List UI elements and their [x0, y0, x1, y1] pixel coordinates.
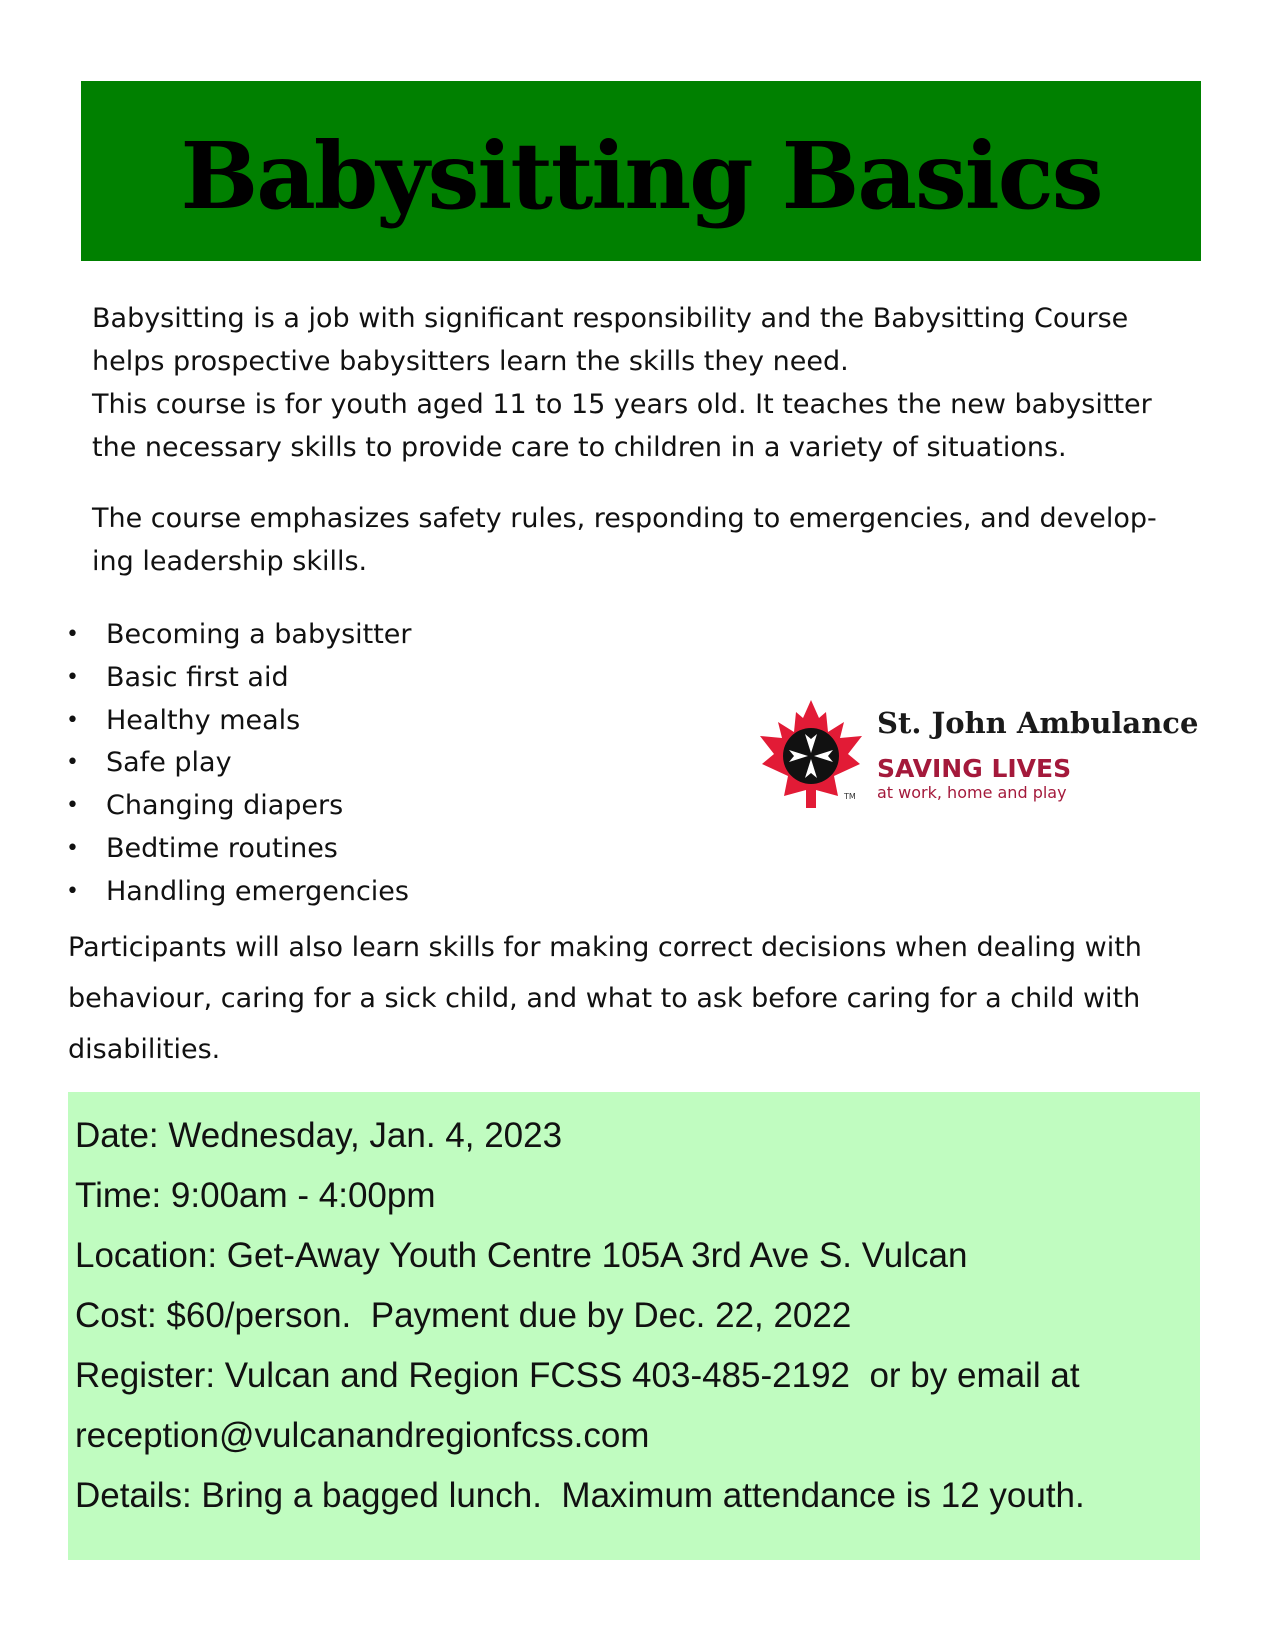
detail-time: Time: 9:00am - 4:00pm	[75, 1176, 436, 1215]
topic-item: • Handling emergencies	[66, 871, 412, 914]
logo-name: St. John Ambulance	[877, 706, 1199, 740]
st-john-ambulance-logo	[756, 698, 1199, 808]
intro-paragraph-1: Babysitting is a job with significant responsibility and the Babysitting Course helps prospective babysitters learn the skills they need.	[92, 303, 1129, 377]
logo-subtagline: at work, home and play	[877, 783, 1067, 802]
intro-paragraph-3-line-2: ing leadership skills.	[92, 546, 368, 577]
logo-tagline: SAVING LIVES	[877, 754, 1072, 783]
topic-item: • Healthy meals	[66, 700, 412, 743]
topic-item: • Changing diapers	[66, 785, 412, 828]
topic-item: • Basic first aid	[66, 657, 412, 700]
detail-register: Register: Vulcan and Region FCSS 403-485-2192 or by email at	[75, 1356, 1080, 1395]
title-banner	[81, 81, 1201, 261]
detail-location: Location: Get-Away Youth Centre 105A 3rd Ave S. Vulcan	[75, 1236, 968, 1275]
details-box	[68, 1092, 1200, 1560]
intro-paragraph-3	[92, 497, 1202, 583]
trademark-mark: TM	[844, 792, 856, 801]
topic-item: • Bedtime routines	[66, 828, 412, 871]
intro-paragraph-3-line-1: The course emphasizes safety rules, responding to emergencies, and develop-	[92, 503, 1157, 534]
detail-cost: Cost: $60/person. Payment due by Dec. 22, 2022	[75, 1296, 852, 1335]
page-title: Babysitting Basics	[180, 122, 1102, 230]
detail-register-email: reception@vulcanandregionfcss.com	[75, 1416, 650, 1455]
intro-section	[92, 297, 1202, 583]
detail-date: Date: Wednesday, Jan. 4, 2023	[75, 1116, 563, 1155]
detail-extra: Details: Bring a bagged lunch. Maximum attendance is 12 youth.	[75, 1476, 1085, 1515]
topic-list	[66, 614, 412, 914]
topic-item: • Safe play	[66, 742, 412, 785]
closing-paragraph: Participants will also learn skills for making correct decisions when dealing with behaviour, caring for a sick child, and what to ask before caring for a child with disabilities.	[68, 932, 1142, 1065]
intro-paragraph-2: This course is for youth aged 11 to 15 years old. It teaches the new babysitter the necessary skills to provide care to children in a variety of situations.	[92, 389, 1152, 463]
topic-item: • Becoming a babysitter	[66, 614, 412, 657]
